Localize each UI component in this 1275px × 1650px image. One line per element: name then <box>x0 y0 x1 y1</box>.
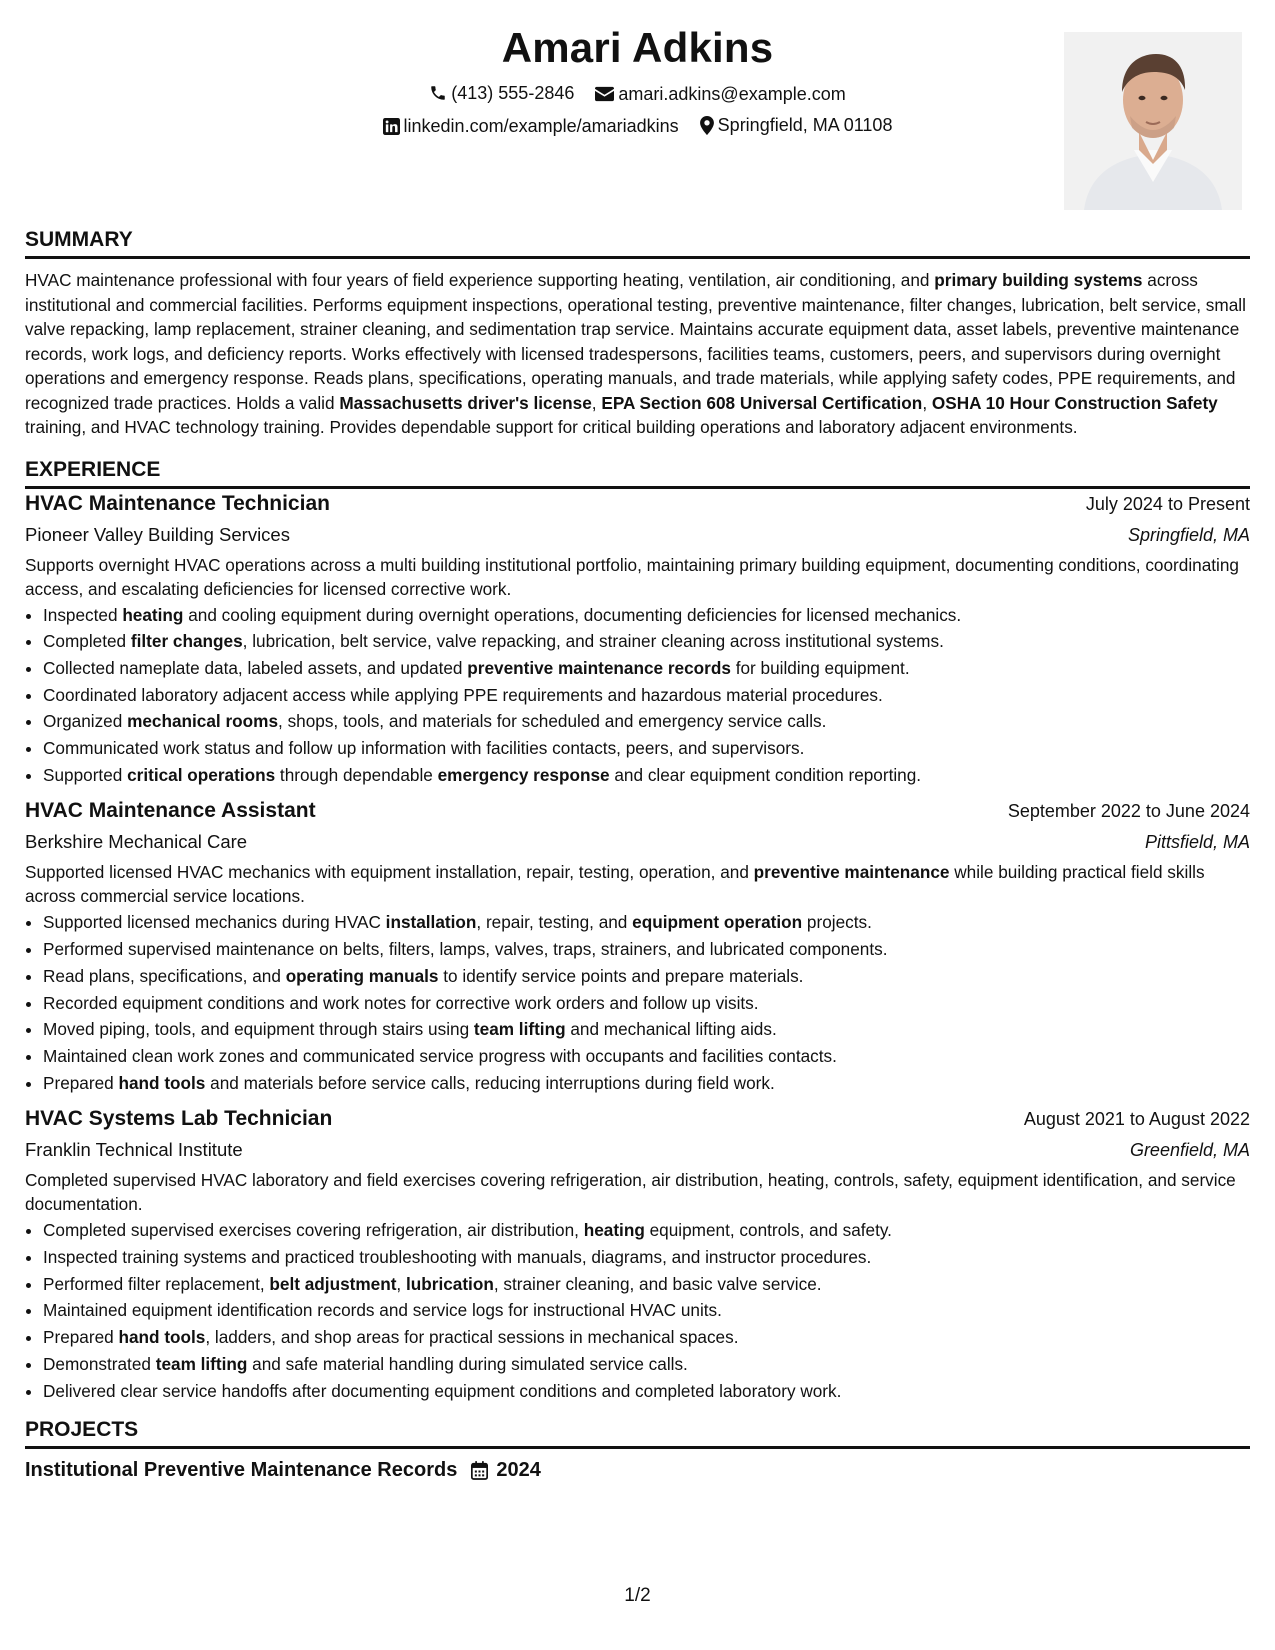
bullet-item <box>43 708 1250 735</box>
text-run: Supported licensed mechanics during HVAC <box>43 912 386 933</box>
resume-header <box>25 20 1250 220</box>
bullet-item <box>43 682 1250 709</box>
experience-list <box>25 489 1250 1405</box>
bullet-item <box>43 1217 1250 1244</box>
emphasis-text: critical operations <box>127 764 276 785</box>
bullet-item <box>43 655 1250 682</box>
text-run: across institutional and commercial facilities. Performs equipment inspections, operational testing, preventive maintenance, filter changes, lubrication, belt service, small valve repacking, lamp replacement, strainer cleaning, and sedimentation trap service. Maintains accurate equipment data, asset labels, preventive maintenance records, work logs, and deficiency reports. Works effectively with licensed tradespersons, facilities teams, customers, peers, and supervisors during overnight operations and emergency response. Reads plans, specifications, operating manuals, and trade materials, while applying safety codes, PPE requirements, and recognized trade practices. Holds a valid <box>25 270 1246 413</box>
job-bullets <box>25 1217 1250 1404</box>
text-run: equipment, controls, and safety. <box>644 1220 892 1241</box>
text-run: Inspected <box>43 604 123 625</box>
bullet-item <box>43 602 1250 629</box>
text-run: , ladders, and shop areas for practical sessions in mechanical spaces. <box>205 1327 739 1348</box>
text-run: Maintained clean work zones and communicated service progress with occupants and facilities contacts. <box>43 1045 837 1066</box>
job-description <box>25 553 1250 601</box>
text-run: Maintained equipment identification records and service logs for instructional HVAC units. <box>43 1300 722 1321</box>
text-run: Collected nameplate data, labeled assets, and updated <box>43 657 468 678</box>
text-run: and cooling equipment during overnight operations, documenting deficiencies for licensed mechanics. <box>183 604 962 625</box>
text-run: and mechanical lifting aids. <box>565 1019 777 1040</box>
bullet-item <box>43 628 1250 655</box>
text-run: to identify service points and prepare materials. <box>438 965 804 986</box>
experience-heading: EXPERIENCE <box>25 457 1250 489</box>
company-name: Franklin Technical Institute <box>25 1139 243 1161</box>
emphasis-text: preventive maintenance records <box>467 657 731 678</box>
company-name: Pioneer Valley Building Services <box>25 523 290 545</box>
emphasis-text: equipment operation <box>632 912 803 933</box>
project-year: 2024 <box>496 1459 541 1482</box>
job-entry <box>25 1104 1250 1404</box>
job-entry <box>25 796 1250 1096</box>
text-run: Supported <box>43 764 128 785</box>
job-title: HVAC Maintenance Assistant <box>25 799 316 823</box>
emphasis-text: EPA Section 608 Universal Certification <box>601 392 923 413</box>
job-dates: July 2024 to Present <box>1085 493 1250 514</box>
job-bullets <box>25 909 1250 1096</box>
job-location: Greenfield, MA <box>1129 1140 1250 1161</box>
phone-text: (413) 555-2846 <box>451 83 575 103</box>
text-run: and clear equipment condition reporting. <box>609 764 922 785</box>
emphasis-text: preventive maintenance <box>753 862 950 883</box>
emphasis-text: primary building systems <box>934 270 1143 290</box>
bullet-item <box>43 735 1250 762</box>
text-run: through dependable <box>275 764 438 785</box>
text-run: Communicated work status and follow up information with facilities contacts, peers, and supervisors. <box>43 738 805 759</box>
text-run: Completed <box>43 631 131 652</box>
calendar-icon <box>471 1461 488 1480</box>
summary-heading: SUMMARY <box>25 227 1250 259</box>
text-run: and safe material handling during simulated service calls. <box>247 1353 688 1374</box>
text-run: Prepared <box>43 1327 119 1348</box>
text-run: Read plans, specifications, and <box>43 965 286 986</box>
text-run: Recorded equipment conditions and work notes for corrective work orders and follow up visits. <box>43 992 759 1013</box>
text-run: , lubrication, belt service, valve repacking, and strainer cleaning across institutional systems. <box>242 631 944 652</box>
text-run: Supported licensed HVAC mechanics with equipment installation, repair, testing, operation, and <box>25 862 754 883</box>
text-run: Moved piping, tools, and equipment through stairs using <box>43 1019 474 1040</box>
project-name: Institutional Preventive Maintenance Records <box>25 1459 458 1482</box>
text-run: , <box>396 1273 406 1294</box>
bullet-item <box>43 762 1250 789</box>
job-title: HVAC Maintenance Technician <box>25 491 330 515</box>
job-description <box>25 860 1250 908</box>
text-run: Inspected training systems and practiced troubleshooting with manuals, diagrams, and instructor procedures. <box>43 1247 872 1268</box>
text-run: , repair, testing, and <box>476 912 633 933</box>
contact-linkedin[interactable] <box>383 113 679 139</box>
phone-icon <box>429 84 447 102</box>
bullet-item <box>43 936 1250 963</box>
emphasis-text: OSHA 10 Hour Construction Safety <box>931 392 1218 413</box>
text-run: Supports overnight HVAC operations across a multi building institutional portfolio, maintaining primary building equipment, documenting conditions, coordinating access, and escalating deficiencies for licensed corrective work. <box>25 554 1239 599</box>
job-location: Pittsfield, MA <box>1144 832 1250 853</box>
emphasis-text: emergency response <box>437 764 610 785</box>
emphasis-text: filter changes <box>130 631 243 652</box>
location-text: Springfield, MA 01108 <box>717 115 893 135</box>
resume-page <box>25 20 1250 1485</box>
email-text: amari.adkins@example.com <box>618 84 846 104</box>
emphasis-text: lubrication <box>405 1273 494 1294</box>
text-run: , <box>922 392 932 413</box>
text-run: HVAC maintenance professional with four years of field experience supporting heating, ventilation, air conditioning, and <box>25 270 935 290</box>
emphasis-text: heating <box>583 1220 645 1241</box>
emphasis-text: hand tools <box>118 1072 206 1093</box>
text-run: Performed filter replacement, <box>43 1273 270 1294</box>
candidate-name: Amari Adkins <box>501 24 774 71</box>
bullet-item <box>43 1244 1250 1271</box>
bullet-item <box>43 963 1250 990</box>
text-run: , strainer cleaning, and basic valve service. <box>493 1273 822 1294</box>
text-run: Performed supervised maintenance on belts, filters, lamps, valves, traps, strainers, and lubricated components. <box>43 939 888 960</box>
contact-phone[interactable] <box>429 80 574 106</box>
emphasis-text: belt adjustment <box>269 1273 397 1294</box>
job-dates: August 2021 to August 2022 <box>1023 1109 1250 1130</box>
page-number: 1/2 <box>624 1585 651 1606</box>
bullet-item <box>43 1070 1250 1097</box>
text-run: Completed supervised exercises covering refrigeration, air distribution, <box>43 1220 584 1241</box>
job-entry <box>25 489 1250 789</box>
profile-photo <box>1064 32 1242 210</box>
linkedin-text: linkedin.com/example/amariadkins <box>403 116 679 136</box>
envelope-icon <box>595 86 614 102</box>
emphasis-text: hand tools <box>118 1327 206 1348</box>
bullet-item <box>43 1324 1250 1351</box>
text-run: Organized <box>43 711 128 732</box>
bullet-item <box>43 1297 1250 1324</box>
bullet-item <box>43 1351 1250 1378</box>
project-item <box>25 1455 1250 1485</box>
emphasis-text: installation <box>385 912 477 933</box>
text-run: Completed supervised HVAC laboratory and field exercises covering refrigeration, air distribution, heating, controls, safety, equipment identification, and service documentation. <box>25 1170 1236 1215</box>
emphasis-text: operating manuals <box>285 965 439 986</box>
bullet-item <box>43 909 1250 936</box>
text-run: and materials before service calls, reducing interruptions during field work. <box>205 1072 775 1093</box>
summary-text <box>25 268 1250 440</box>
job-bullets <box>25 602 1250 789</box>
linkedin-icon <box>383 118 400 135</box>
text-run: for building equipment. <box>730 657 910 678</box>
contact-location <box>700 112 893 138</box>
text-run: Prepared <box>43 1072 119 1093</box>
text-run: while building practical field skills across commercial service locations. <box>25 862 1205 907</box>
bullet-item <box>43 1378 1250 1405</box>
text-run: Delivered clear service handoffs after documenting equipment conditions and completed laboratory work. <box>43 1380 842 1401</box>
emphasis-text: heating <box>122 604 184 625</box>
bullet-item <box>43 990 1250 1017</box>
projects-heading: PROJECTS <box>25 1417 1250 1449</box>
emphasis-text: mechanical rooms <box>127 711 279 732</box>
job-location: Springfield, MA <box>1127 524 1250 545</box>
company-name: Berkshire Mechanical Care <box>25 831 248 853</box>
text-run: , shops, tools, and materials for scheduled and emergency service calls. <box>278 711 827 732</box>
contact-email[interactable] <box>595 81 845 107</box>
text-run: training, and HVAC technology training. Provides dependable support for critical building operations and laboratory adjacent environments. <box>25 417 1078 437</box>
text-run: Coordinated laboratory adjacent access while applying PPE requirements and hazardous material procedures. <box>43 684 883 705</box>
text-run: , <box>591 392 602 413</box>
bullet-item <box>43 1043 1250 1070</box>
job-title: HVAC Systems Lab Technician <box>25 1107 333 1131</box>
text-run: Demonstrated <box>43 1353 156 1374</box>
emphasis-text: team lifting <box>473 1019 566 1040</box>
emphasis-text: team lifting <box>155 1353 248 1374</box>
bullet-item <box>43 1016 1250 1043</box>
job-dates: September 2022 to June 2024 <box>1007 801 1250 822</box>
text-run: projects. <box>802 912 872 933</box>
job-description <box>25 1168 1250 1216</box>
emphasis-text: Massachusetts driver's license <box>339 392 592 413</box>
bullet-item <box>43 1271 1250 1298</box>
map-pin-icon <box>700 116 714 135</box>
